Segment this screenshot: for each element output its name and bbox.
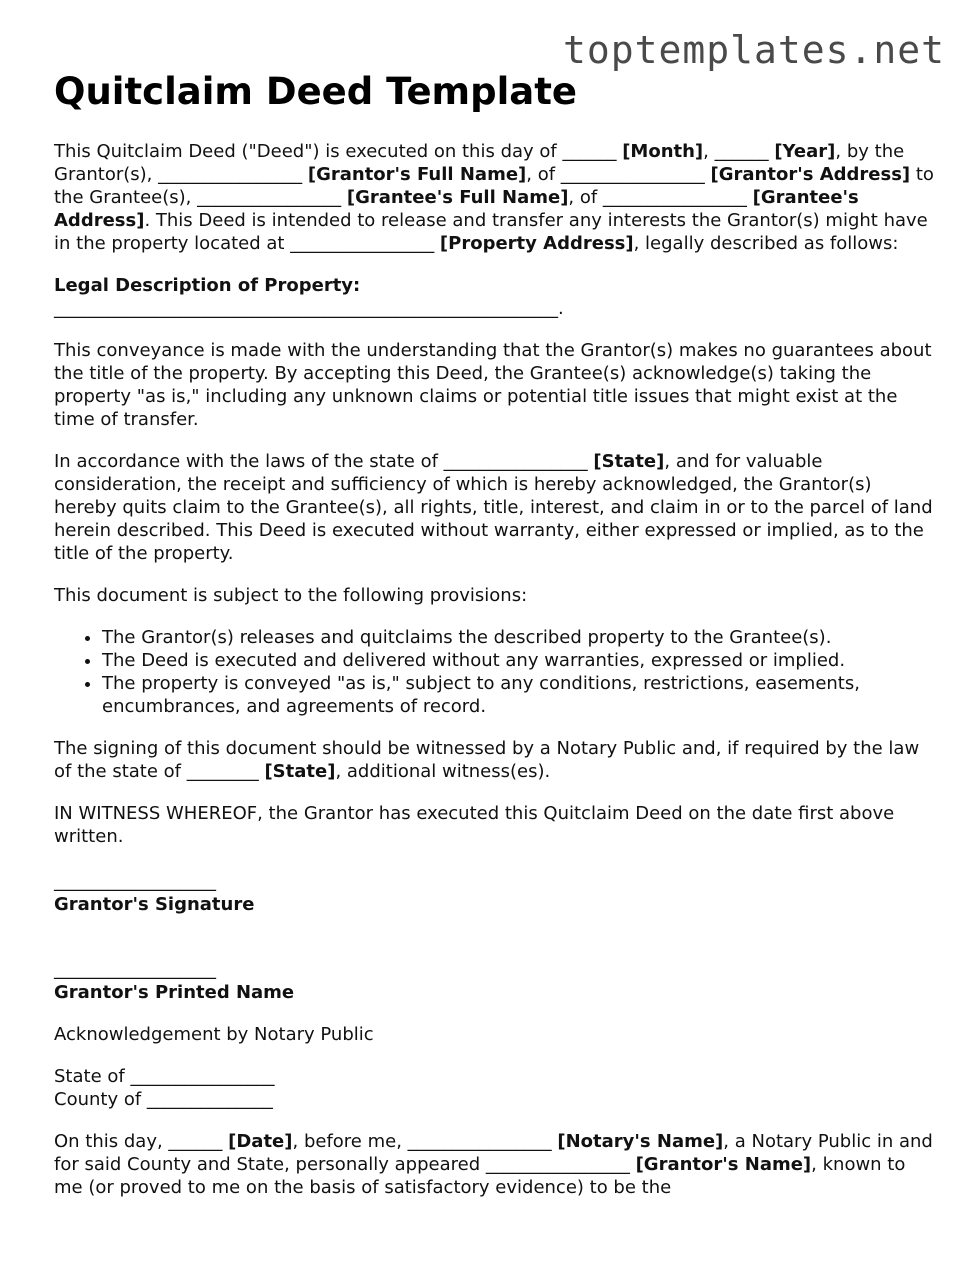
intro-text: This Quitclaim Deed ("Deed") is executed on this day of ______ [54, 141, 623, 162]
intro-text: . This Deed is intended to release and transfer any interests the Grantor(s) might have in the property located at ________________ [54, 210, 928, 254]
signing-paragraph [54, 737, 934, 783]
state-placeholder: [State] [264, 761, 336, 782]
intro-text: , by the Grantor(s), ________________ [54, 141, 905, 185]
grantor-address-placeholder: [Grantor's Address] [710, 164, 911, 185]
printed-name-label: Grantor's Printed Name [54, 982, 295, 1003]
grantor-name-placeholder: [Grantor's Full Name] [307, 164, 527, 185]
month-placeholder: [Month] [622, 141, 704, 162]
document-title: Quitclaim Deed Template [54, 70, 578, 113]
provisions-intro: This document is subject to the following provisions: [54, 585, 528, 606]
grantee-name-placeholder: [Grantee's Full Name] [346, 187, 569, 208]
date-placeholder: [Date] [228, 1131, 293, 1152]
notary-paragraph [54, 1130, 934, 1199]
notary-text: On this day, ______ [54, 1131, 229, 1152]
conveyance-paragraph: This conveyance is made with the understanding that the Grantor(s) makes no guarantees about the title of the property. By accepting this Deed, the Grantee(s) acknowledge(s) taking the property "as is," including any unknown claims or potential title issues that might exist at the time of transfer. [54, 340, 932, 430]
legal-description-line: ________________________________________________________. [54, 298, 564, 319]
property-address-placeholder: [Property Address] [439, 233, 634, 254]
provisions-list [54, 626, 934, 718]
signature-line: __________________ [54, 871, 216, 892]
notary-heading: Acknowledgement by Notary Public [54, 1024, 374, 1045]
notary-name-placeholder: [Notary's Name] [557, 1131, 724, 1152]
accordance-text: , and for valuable consideration, the receipt and sufficiency of which is hereby acknowledged, the Grantor(s) hereby quits claim to the Grantee(s), all rights, title, interest, and claim in or to the parcel of land herein described. This Deed is executed without warranty, either expressed or implied, as to the title of the property. [54, 451, 933, 564]
watermark: toptemplates.net [562, 28, 945, 72]
signature-label: Grantor's Signature [54, 894, 255, 915]
state-line: State of ________________ [54, 1066, 275, 1087]
signing-text: , additional witness(es). [335, 761, 551, 782]
accordance-paragraph [54, 450, 934, 565]
signature-block [54, 870, 934, 1004]
intro-text: , ______ [703, 141, 775, 162]
state-placeholder: [State] [593, 451, 665, 472]
grantor-name-placeholder: [Grantor's Name] [635, 1154, 812, 1175]
notary-text: , before me, ________________ [292, 1131, 558, 1152]
list-item: • The Grantor(s) releases and quitclaims the described property to the Grantee(s). [102, 626, 934, 649]
intro-text: , legally described as follows: [633, 233, 899, 254]
notary-location [54, 1065, 934, 1111]
intro-text: to the Grantee(s), ________________ [54, 164, 934, 208]
notary-text: , a Notary Public in and for said County and State, personally appeared ________________ [54, 1131, 933, 1175]
intro-text: , of ________________ [526, 164, 711, 185]
grantee-address-placeholder: [Grantee's Address] [54, 187, 859, 231]
witness-paragraph: IN WITNESS WHEREOF, the Grantor has executed this Quitclaim Deed on the date first above written. [54, 803, 895, 847]
intro-text: , of ________________ [568, 187, 753, 208]
legal-description [54, 274, 934, 320]
printed-name-line: __________________ [54, 959, 216, 980]
signing-text: The signing of this document should be witnessed by a Notary Public and, if required by the law of the state of ________ [54, 738, 920, 782]
legal-description-heading: Legal Description of Property: [54, 275, 361, 296]
accordance-text: In accordance with the laws of the state of ________________ [54, 451, 594, 472]
notary-text: , known to me (or proved to me on the basis of satisfactory evidence) to be the [54, 1154, 906, 1198]
list-item: • The Deed is executed and delivered without any warranties, expressed or implied. [102, 649, 934, 672]
document-page [54, 68, 934, 1218]
county-line: County of ______________ [54, 1089, 273, 1110]
list-item: • The property is conveyed "as is," subject to any conditions, restrictions, easements, encumbrances, and agreements of record. [102, 672, 934, 718]
intro-paragraph [54, 140, 934, 255]
year-placeholder: [Year] [774, 141, 836, 162]
